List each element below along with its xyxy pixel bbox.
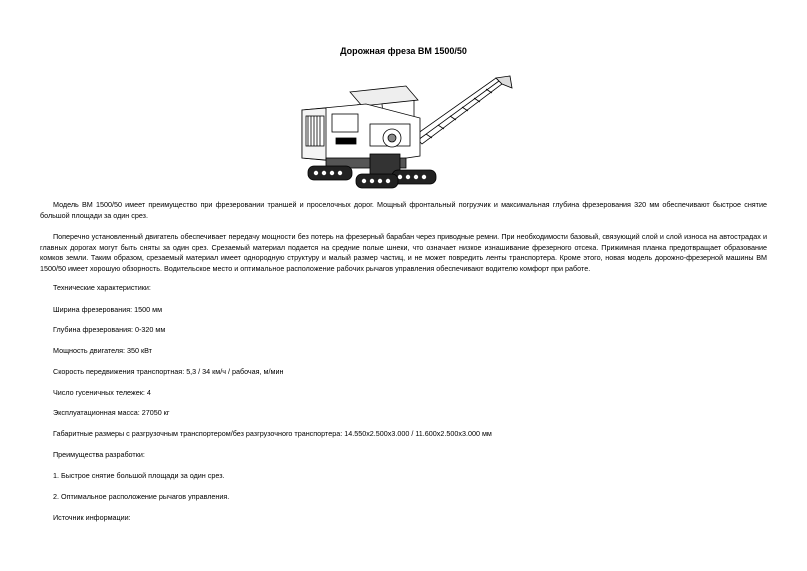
spec-line: Габаритные размеры с разгрузочным транспортером/без разгрузочного транспортера: 14.550x2.500x3.000 / 11.600x2.500x3.000 мм [53,429,492,438]
spec-line: Глубина фрезерования: 0-320 мм [53,325,166,334]
engine-paragraph-text: Поперечно установленный двигатель обеспечивает передачу мощности без потерь на фрезерный барабан через приводные ремни. При необходимости базовый, связующий слой и слой износа на автострадах и главных дорогах могут быть сняты за один срез. Срезаемый материал подается на средние полые шнеки, что означает низкое изнашивание фрезерного отсека. Прижимная планка предотвращает образование комков земли. Таким образом, срезаемый материал имеет однородную структуру и малый размер частиц, и не может повредить ленты транспортера. Кроме этого, новая модель дорожно-фрезерной машины ВМ 1500/50 имеет хорошую обзорность. Водительское место и оптимальное расположение рабочих рычагов управления обеспечивают водителю комфорт при работе. [40,232,767,273]
advantages-heading: Преимущества разработки: [53,450,145,459]
specs-heading: Технические характеристики: [53,283,151,292]
intro-paragraph [40,200,767,221]
milling-machine-illustration [296,74,526,192]
advantage-item: 1. Быстрое снятие большой площади за один срез. [53,471,225,480]
engine-paragraph [40,232,767,274]
spec-line: Мощность двигателя: 350 кВт [53,346,152,355]
spec-line: Эксплуатационная масса: 27050 кг [53,408,170,417]
spec-line: Ширина фрезерования: 1500 мм [53,305,163,314]
source-heading: Источник информации: [53,513,131,522]
advantage-item: 2. Оптимальное расположение рычагов управления. [53,492,230,501]
intro-paragraph-text: Модель ВМ 1500/50 имеет преимущество при фрезеровании траншей и проселочных дорог. Мощный фронтальный погрузчик и максимальная глубина фрезерования 320 мм обеспечивают быстрое снятие большой площади за один срез. [40,200,767,220]
page-title: Дорожная фреза ВМ 1500/50 [340,46,467,56]
spec-line: Число гусеничных тележек: 4 [53,388,151,397]
spec-line: Скорость передвижения транспортная: 5,3 / 34 км/ч / рабочая, м/мин [53,367,284,376]
